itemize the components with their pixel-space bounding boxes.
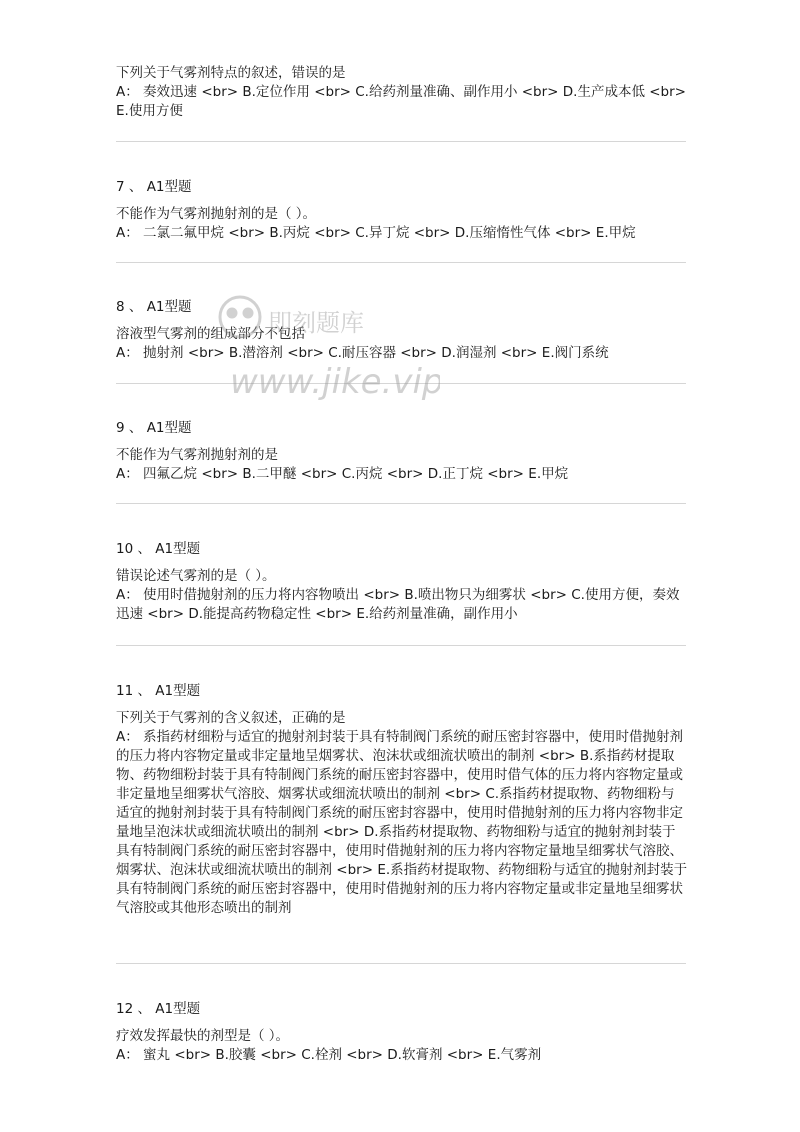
question-header [116, 178, 688, 197]
question-10 [116, 540, 688, 624]
question-type: A1型题 [146, 179, 192, 195]
divider [116, 262, 686, 263]
question-separator: 、 [128, 420, 143, 436]
question-8 [116, 298, 688, 363]
question-header [116, 298, 688, 317]
question-separator: 、 [137, 683, 151, 699]
divider [116, 383, 686, 384]
answer-options: A： 使用时借抛射剂的压力将内容物喷出 <br> B.喷出物只为细雾状 <br> C.使用方便，奏效迅速 <br> D.能提高药物稳定性 <br> E.给药剂量准确，副作用小 [116, 587, 680, 622]
question-header [116, 1000, 688, 1019]
answer-options: A： 蜜丸 <br> B.胶囊 <br> C.栓剂 <br> D.软膏剂 <br> E.气雾剂 [116, 1047, 542, 1063]
question-type: A1型题 [146, 299, 192, 315]
divider [116, 645, 686, 646]
question-number: 9 [116, 420, 125, 436]
question-12 [116, 1000, 688, 1065]
question-separator: 、 [128, 179, 143, 195]
question-separator: 、 [137, 1001, 151, 1017]
watermark-brand: 即刻题库 [268, 309, 364, 337]
question-7 [116, 178, 688, 243]
question-number: 10 [116, 541, 134, 557]
answer-options: A： 系指药材细粉与适宜的抛射剂封装于具有特制阀门系统的耐压密封容器中，使用时借抛射剂的压力将内容物定量或非定量地呈烟雾状、泡沫状或细流状喷出的制剂 <br> B.系指药材提取物、药物细粉封装于具有特制阀门系统的耐压密封容器中，使用时借气体的压力将内容物定量或非定量地呈细雾状气溶胶、烟雾状或细流状喷出的制剂 <br> C.系指药材提取物、药物细粉与适宜的抛射剂封装于具有特制阀门系统的耐压密封容器中，使用时借抛射剂的压力将内容物非定量地呈泡沫状或细流状喷出的制剂 <br> D.系指药材提取物、药物细粉与适宜的抛射剂封装于具有特制阀门系统的耐压密封容器中，使用时借抛射剂的压力将内容物定量地呈细雾状气溶胶、烟雾状、泡沫状或细流状喷出的制剂 <br> E.系指药材提取物、药物细粉与适宜的抛射剂封装于具有特制阀门系统的耐压密封容器中，使用时借抛射剂的压力将内容物定量或非定量地呈细雾状气溶胶或其他形态喷出的制剂 [116, 729, 688, 916]
question-number: 12 [116, 1001, 134, 1017]
question-separator: 、 [128, 299, 143, 315]
divider [116, 963, 686, 964]
question-type: A1型题 [146, 420, 192, 436]
question-number: 8 [116, 299, 125, 315]
question-stem: 疗效发挥最快的剂型是（ ）。 [116, 1028, 290, 1044]
question-header [116, 540, 688, 559]
watermark-url: www.jike.vip [230, 362, 440, 402]
answer-options: A： 抛射剂 <br> B.潜溶剂 <br> C.耐压容器 <br> D.润湿剂 <br> E.阀门系统 [116, 345, 609, 361]
question-header [116, 682, 688, 701]
divider [116, 141, 686, 142]
question-type: A1型题 [155, 683, 201, 699]
question-stem: 错误论述气雾剂的是（ ）。 [116, 568, 276, 584]
question-type: A1型题 [155, 541, 201, 557]
answer-options: A： 二氯二氟甲烷 <br> B.丙烷 <br> C.异丁烷 <br> D.压缩惰性气体 <br> E.甲烷 [116, 225, 636, 241]
question-type: A1型题 [155, 1001, 201, 1017]
question-stem: 下列关于气雾剂特点的叙述，错误的是 [116, 65, 346, 81]
answer-options: A： 四氟乙烷 <br> B.二甲醚 <br> C.丙烷 <br> D.正丁烷 <br> E.甲烷 [116, 466, 569, 482]
question-9 [116, 419, 688, 484]
question-stem: 不能作为气雾剂抛射剂的是（ ）。 [116, 206, 317, 222]
question-stem: 不能作为气雾剂抛射剂的是 [116, 447, 278, 463]
question-stem: 下列关于气雾剂的含义叙述，正确的是 [116, 710, 346, 726]
divider [116, 503, 686, 504]
question-11 [116, 682, 688, 918]
question-6-continuation [116, 64, 688, 121]
question-number: 11 [116, 683, 134, 699]
question-number: 7 [116, 179, 125, 195]
answer-options: A： 奏效迅速 <br> B.定位作用 <br> C.给药剂量准确、副作用小 <br> D.生产成本低 <br> E.使用方便 [116, 84, 686, 119]
question-separator: 、 [137, 541, 151, 557]
question-stem: 溶液型气雾剂的组成部分不包括 [116, 326, 305, 342]
question-header [116, 419, 688, 438]
